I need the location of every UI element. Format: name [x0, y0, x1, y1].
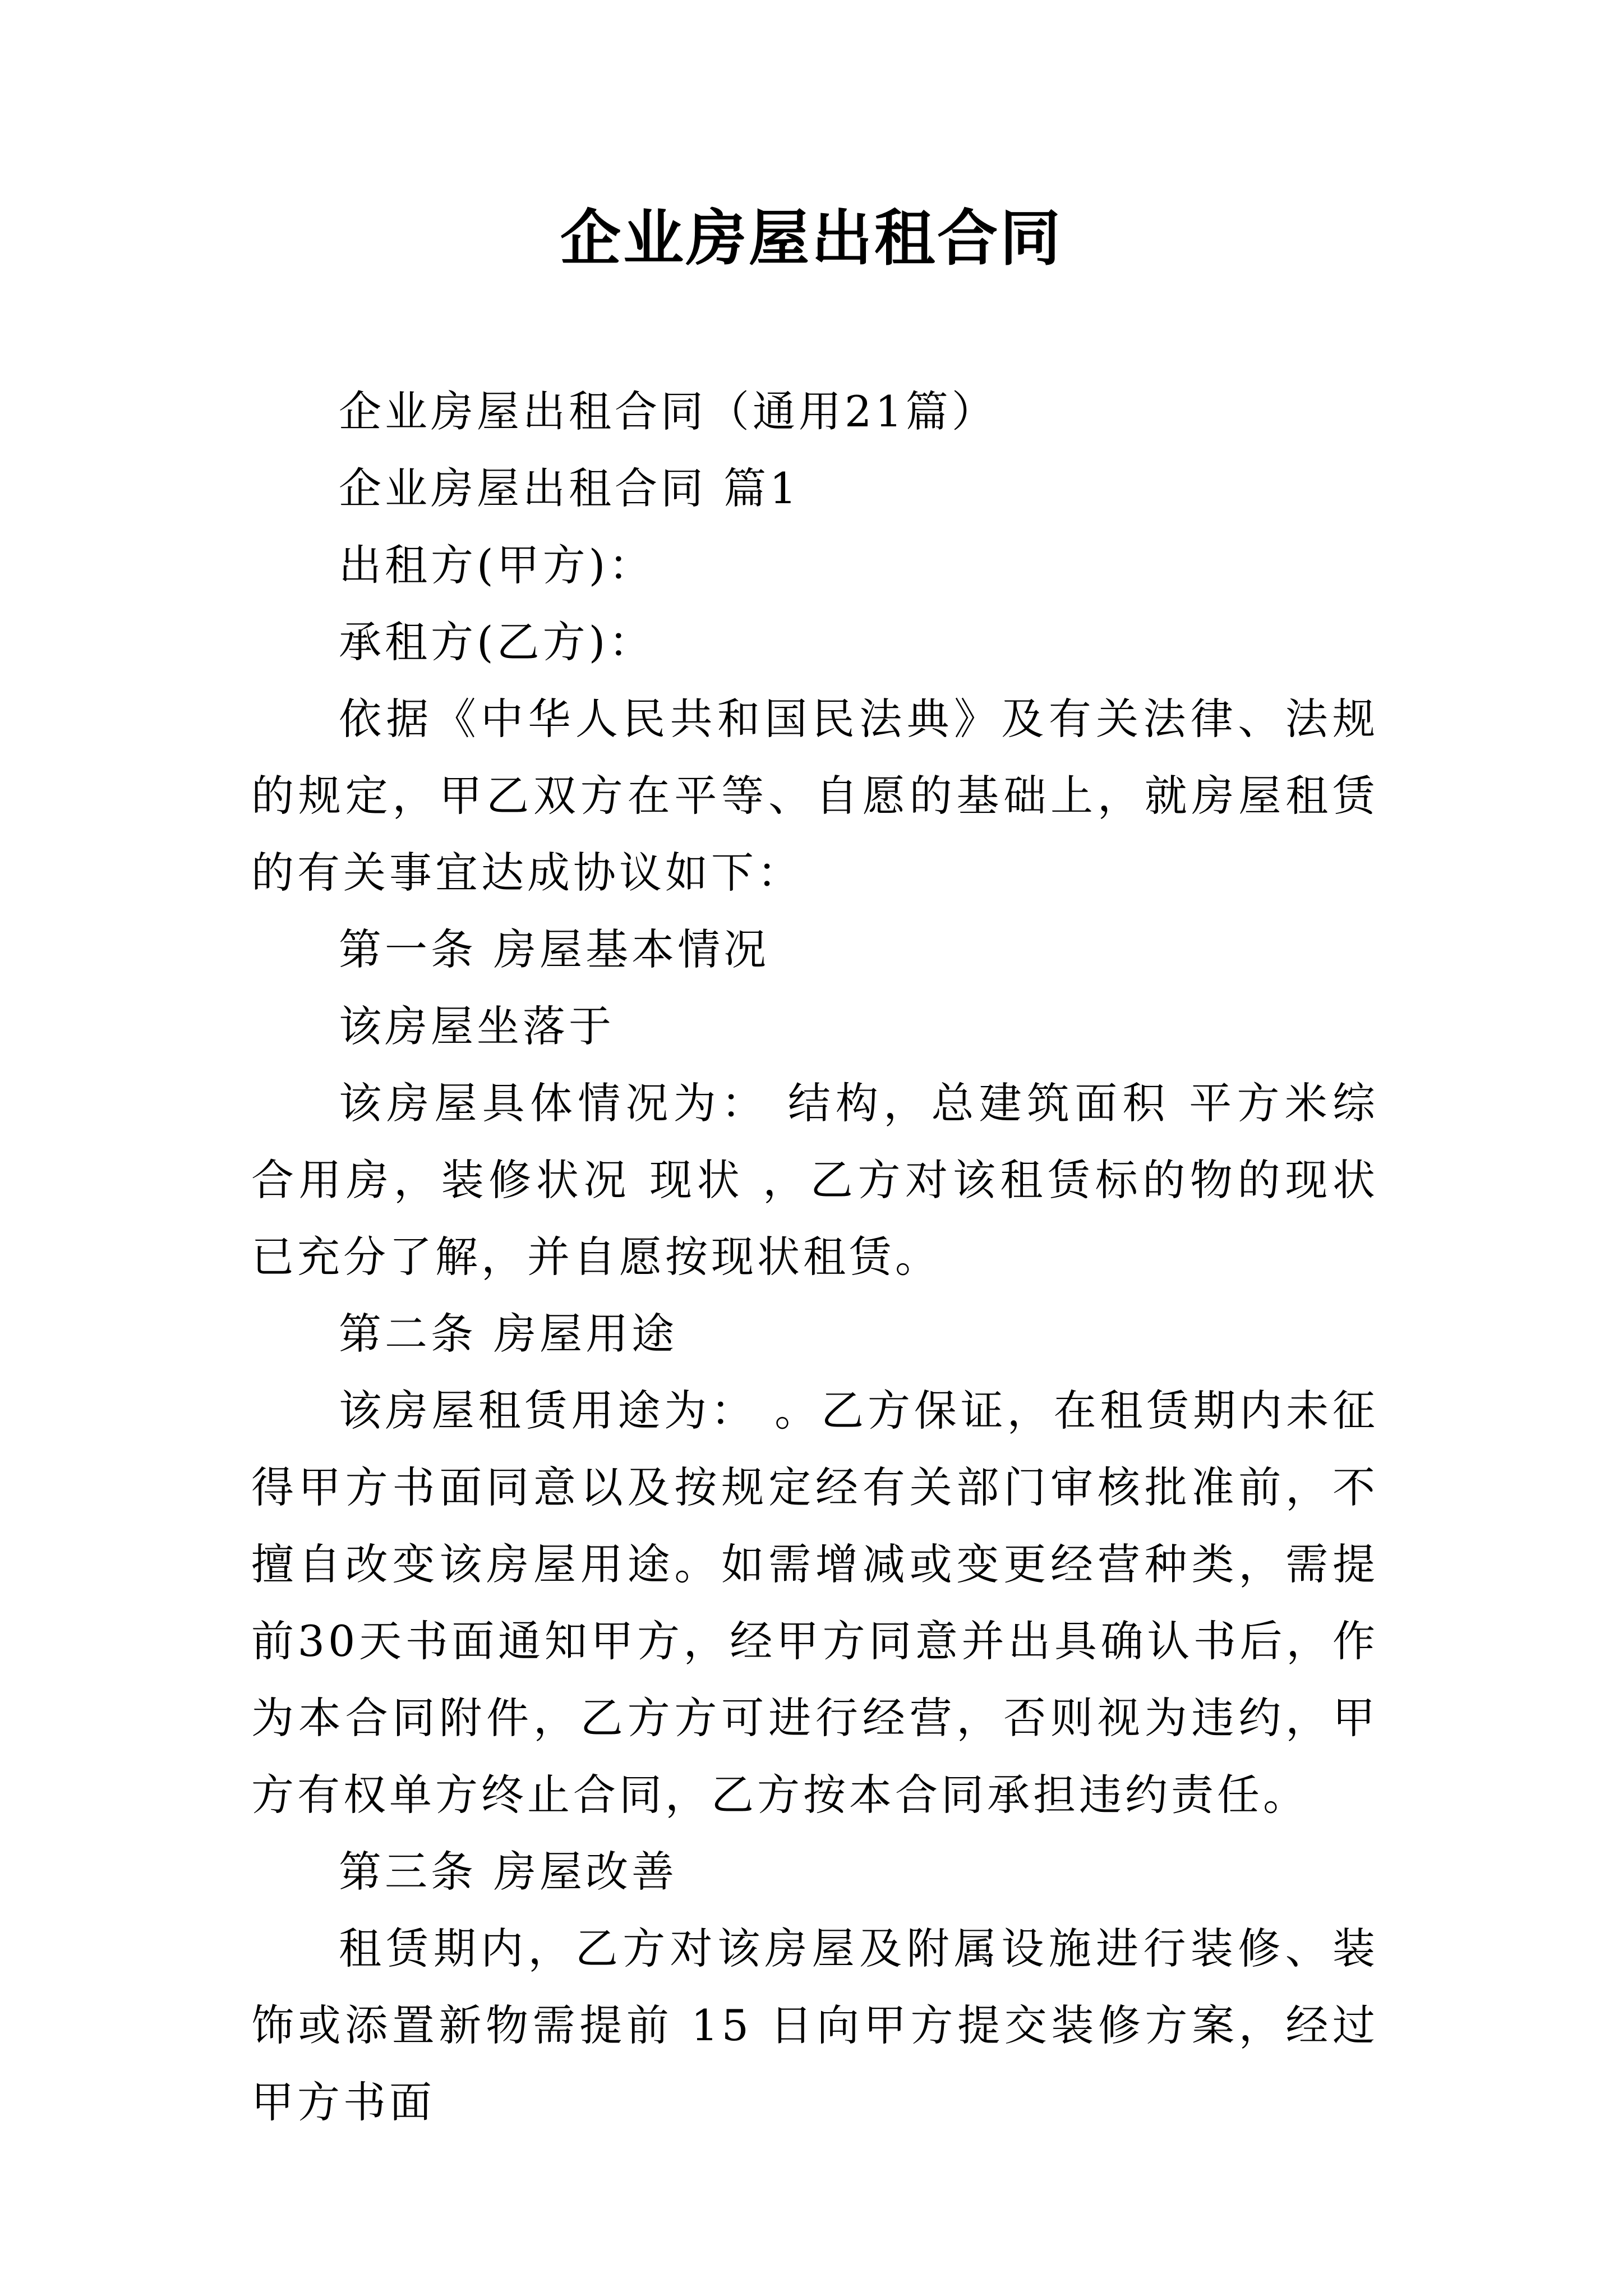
document-title: 企业房屋出租合同 [560, 203, 1063, 274]
paragraph-property-details: 该房屋具体情况为： 结构，总建筑面积 平方米综合用房，装修状况 现状 ，乙方对该租赁标的物的现状已充分了解，并自愿按现状租赁。 [251, 1078, 1378, 1282]
article-2-heading: 第二条 房屋用途 [339, 1309, 678, 1359]
paragraph-improvement: 租赁期内，乙方对该房屋及附属设施进行装修、装饰或添置新物需提前 15 日向甲方提交装修方案，经过甲方书面 [251, 1924, 1378, 2127]
article-1-heading: 第一条 房屋基本情况 [339, 924, 770, 974]
article-3-heading: 第三条 房屋改善 [339, 1847, 678, 1897]
paragraph-lessee: 承租方(乙方)： [339, 617, 655, 667]
paragraph-preamble: 依据《中华人民共和国民法典》及有关法律、法规的规定，甲乙双方在平等、自愿的基础上，就房屋租赁的有关事宜达成协议如下： [251, 694, 1378, 898]
paragraph-lessor: 出租方(甲方)： [339, 540, 655, 590]
paragraph-subtitle: 企业房屋出租合同（通用21篇） [339, 386, 998, 436]
paragraph-location: 该房屋坐落于 [339, 1001, 615, 1051]
paragraph-usage: 该房屋租赁用途为： 。乙方保证，在租赁期内未征得甲方书面同意以及按规定经有关部门审核批准前，不擅自改变该房屋用途。如需增减或变更经营种类，需提前30天书面通知甲方，经甲方同意并出具确认书后，作为本合同附件，乙方方可进行经营，否则视为违约，甲方有权单方终止合同，乙方按本合同承担违约责任。 [251, 1386, 1378, 1820]
document-body [251, 373, 1378, 2141]
paragraph-section-heading: 企业房屋出租合同 篇1 [339, 463, 800, 513]
